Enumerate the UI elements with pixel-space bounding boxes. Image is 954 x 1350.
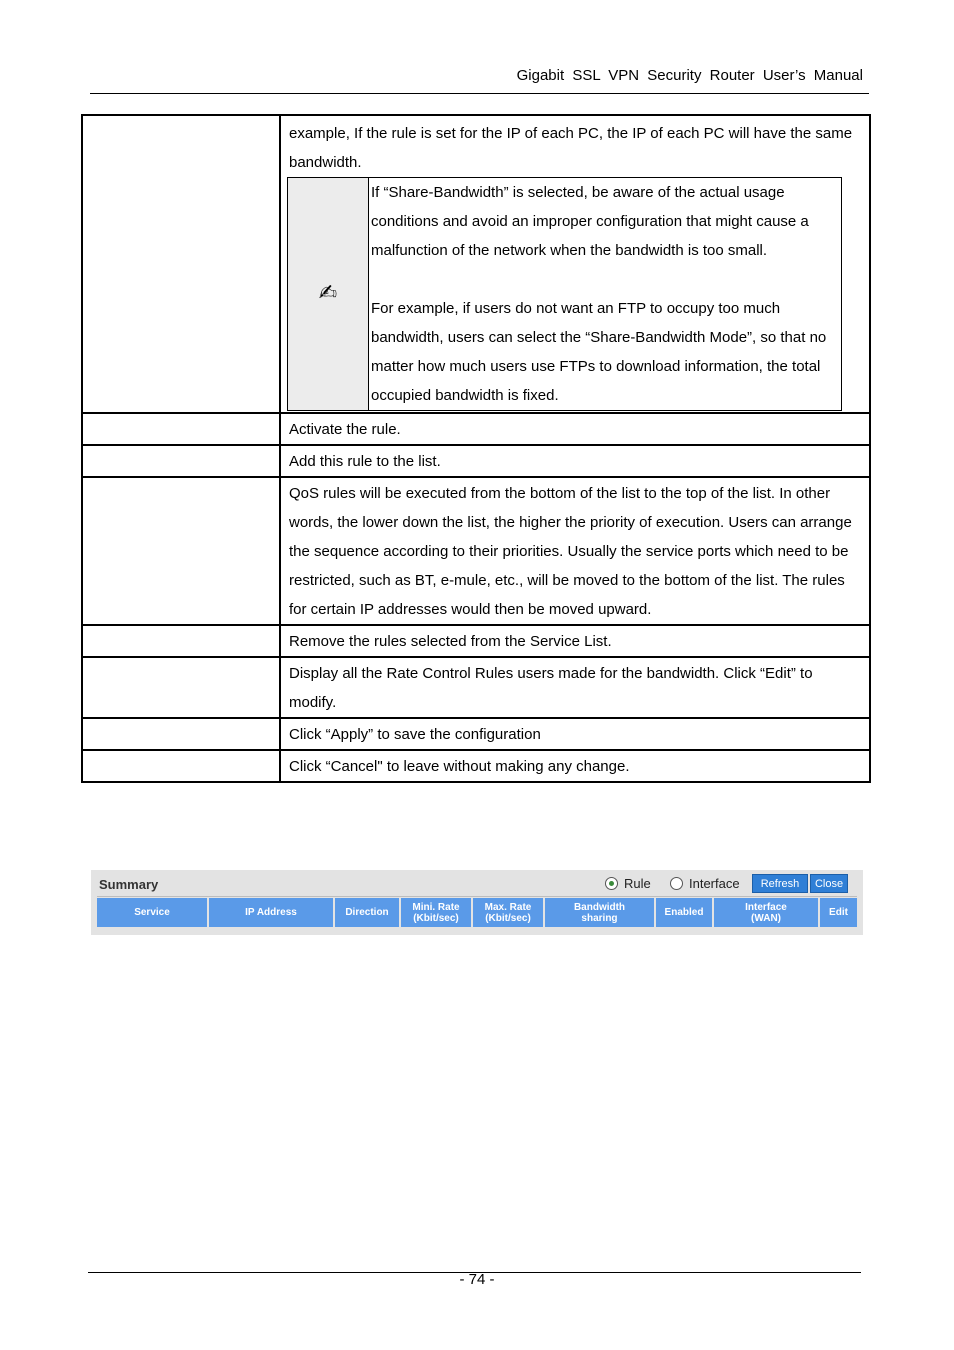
table-row [82,625,870,657]
table-row [82,477,870,625]
note-icon-cell [288,178,369,411]
interface-radio[interactable] [670,876,740,891]
note-text-cell [369,178,842,411]
col-direction: Direction [335,898,401,927]
param-name-cell [82,718,280,750]
param-name-cell [82,445,280,477]
activate-description: Activate the rule. [280,413,870,445]
table-row [82,750,870,782]
table-row [82,445,870,477]
page-number: - 74 - [459,1271,495,1288]
param-name-cell [82,750,280,782]
col-enabled: Enabled [656,898,714,927]
table-row [82,657,870,718]
header-divider [90,93,869,94]
note-paragraph-2: For example, if users do not want an FTP to occupy too much bandwidth, users can select the “Share-Bandwidth Mode”, so that no matter how much users use FTPs to download information, the total occupied bandwidth is fixed. [371,300,827,404]
col-service: Service [97,898,209,927]
add-description: Add this rule to the list. [280,445,870,477]
manual-title: Gigabit SSL VPN Security Router User’s Manual [516,67,863,84]
parameter-table [81,114,871,783]
rule-ip-description: example, If the rule is set for the IP of each PC, the IP of each PC will have the same bandwidth. [289,125,853,171]
col-ip-address: IP Address [209,898,335,927]
col-max-rate: Max. Rate (Kbit/sec) [473,898,545,927]
summary-title: Summary [99,877,159,892]
param-name-cell [82,477,280,625]
summary-divider [97,896,857,897]
remove-description: Remove the rules selected from the Service List. [280,625,870,657]
cancel-description: Click “Cancel" to leave without making any change. [280,750,870,782]
table-row [82,718,870,750]
summary-panel [91,870,863,935]
table-row [82,413,870,445]
close-button[interactable]: Close [810,874,848,893]
show-description: Display all the Rate Control Rules users made for the bandwidth. Click “Edit” to modify. [280,657,870,718]
col-mini-rate: Mini. Rate (Kbit/sec) [401,898,473,927]
param-name-cell [82,625,280,657]
rule-radio-label: Rule [624,876,651,891]
summary-header-row [97,898,857,927]
col-interface-wan: Interface (WAN) [714,898,820,927]
rule-radio[interactable] [605,876,651,891]
rule-radio-icon[interactable] [605,877,618,890]
note-box [287,177,842,411]
priority-description: QoS rules will be executed from the bottom of the list to the top of the list. In other words, the lower down the list, the higher the priority of execution. Users can arrange the sequence according to their priorities. Usually the service ports which need to be restricted, such as BT, e-mule, etc., will be moved to the bottom of the list. The rules for certain IP addresses would then be moved upward. [280,477,870,625]
param-name-cell [82,413,280,445]
col-edit: Edit [820,898,857,927]
refresh-button[interactable]: Refresh [752,874,808,893]
interface-radio-label: Interface [689,876,740,891]
param-desc-cell [280,115,870,413]
pen-note-icon: ✍ [318,280,338,306]
table-row [82,115,870,413]
col-bandwidth-sharing: Bandwidth sharing [545,898,656,927]
note-paragraph-1: If “Share-Bandwidth” is selected, be aware of the actual usage conditions and avoid an improper configuration that might cause a malfunction of the network when the bandwidth is too small. [371,184,809,259]
interface-radio-icon[interactable] [670,877,683,890]
param-name-cell [82,115,280,413]
apply-description: Click “Apply” to save the configuration [280,718,870,750]
param-name-cell [82,657,280,718]
